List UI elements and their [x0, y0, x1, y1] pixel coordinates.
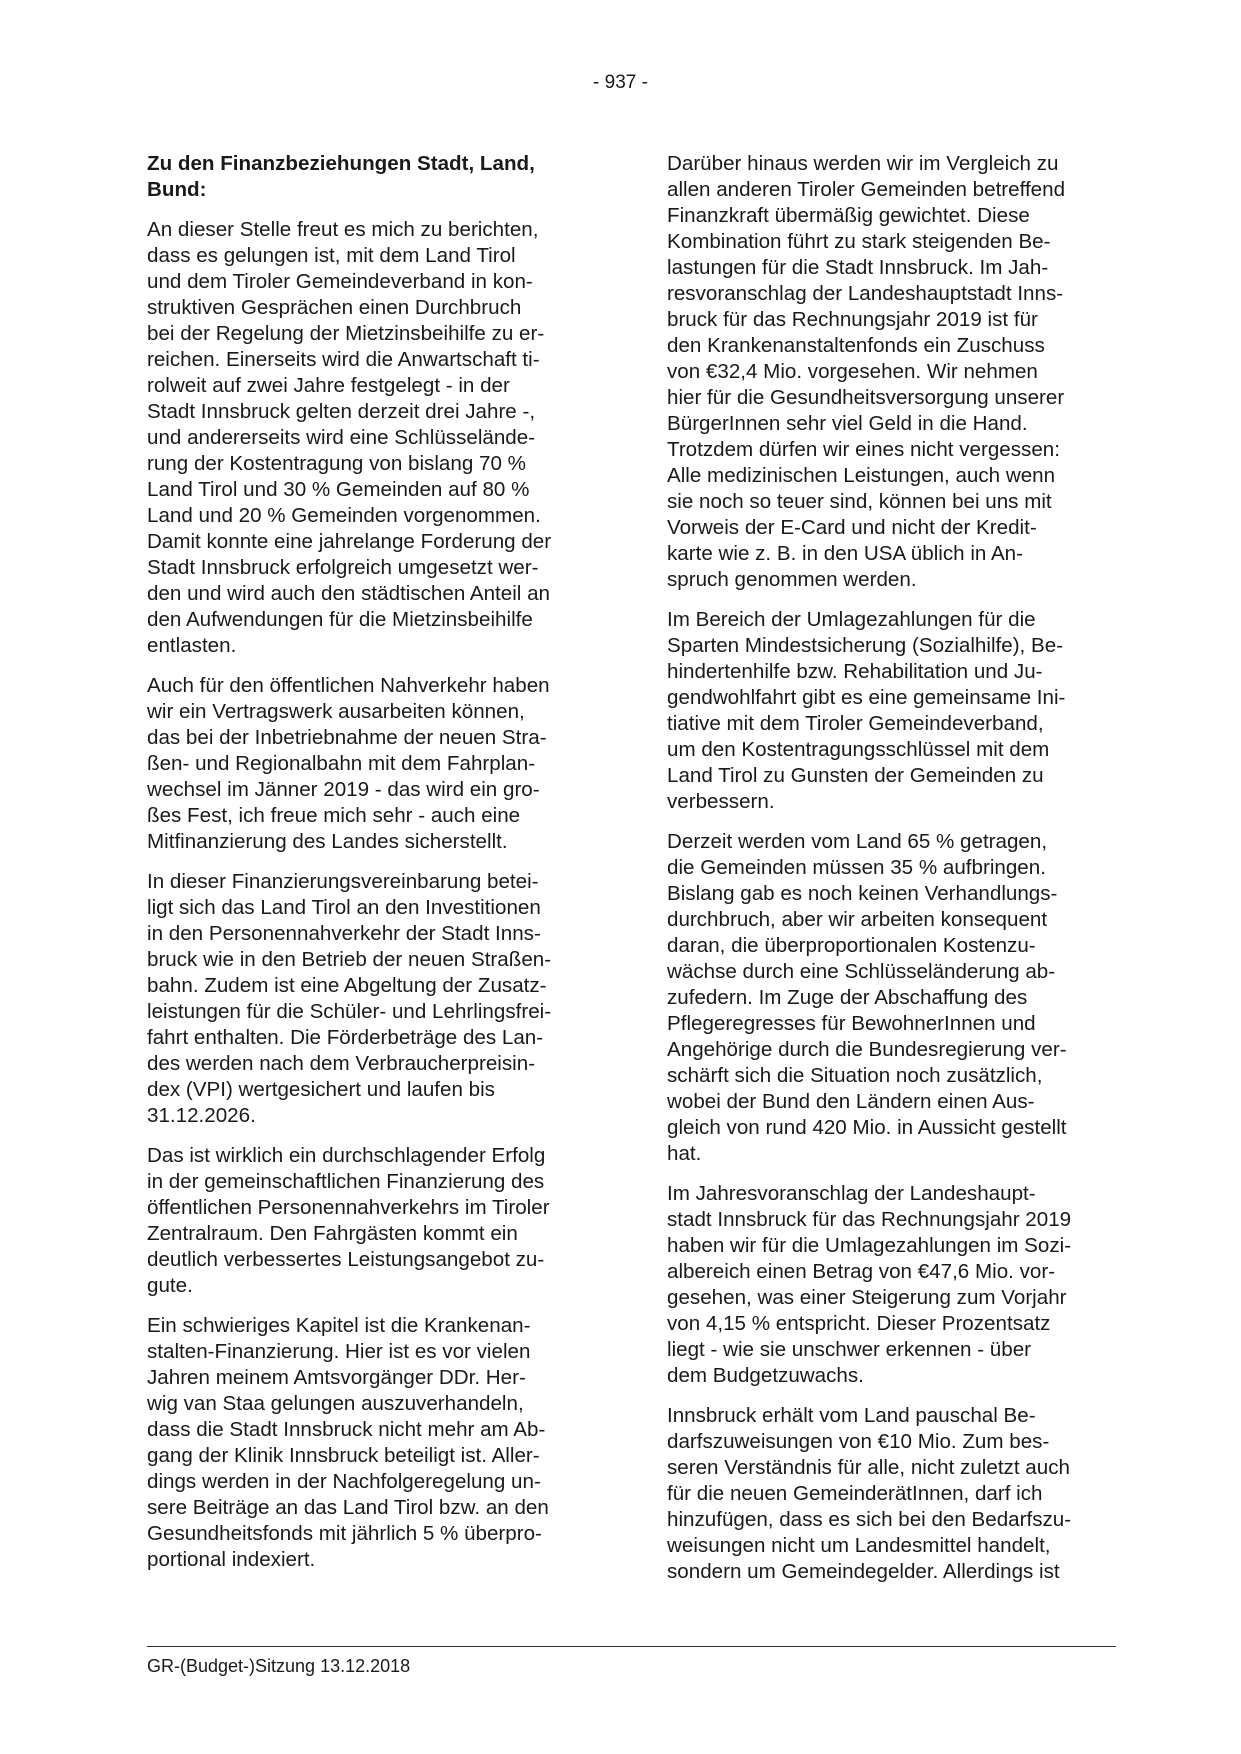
footer-session-label: GR-(Budget-)Sitzung 13.12.2018: [147, 1656, 411, 1676]
paragraph-bedarfszuweisungen: Innsbruck erhält vom Land pauschal Be- darfszuweisungen von €10 Mio. Zum bes- seren Verständnis für alle, nicht zuletzt auch für die neuen GemeinderätInnen, darf ich hinzufügen, dass es sich bei den Bedarfszu- weisungen nicht um Landesmittel handelt, sondern um Gemeindegelder. Allerdings ist: [667, 1404, 1072, 1583]
paragraph-umlagezahlungen: Im Bereich der Umlagezahlungen für die Sparten Mindestsicherung (Sozialhilfe), Be- hindertenhilfe bzw. Rehabilitation und Ju- gendwohlfahrt gibt es eine gemeinsame Ini- tiative mit dem Tiroler Gemeindeverband, um den Kostentragungsschlüssel mit dem Land Tirol zu Gunsten der Gemeinden zu verbessern.: [667, 608, 1066, 813]
paragraph-krankenanstalten: Ein schwieriges Kapitel ist die Krankenan- stalten-Finanzierung. Hier ist es vor vielen Jahren meinem Amtsvorgänger DDr. Her- wig van Staa gelungen auszuverhandeln, dass die Stadt Innsbruck nicht mehr am Ab- gang der Klinik Innsbruck beteiligt ist. Aller- dings werden in der Nachfolgeregelung un- sere Beiträge an das Land Tirol bzw. an den Gesundheitsfonds mit jährlich 5 % überpro- portional indexiert.: [147, 1314, 549, 1571]
footer-divider: [147, 1646, 1116, 1647]
paragraph-jahresvoranschlag: Im Jahresvoranschlag der Landeshaupt- stadt Innsbruck für das Rechnungsjahr 2019 haben wir für die Umlagezahlungen im Sozi- albereich einen Betrag von €47,6 Mio. vor- gesehen, was einer Steigerung zum Vorjahr von 4,15 % entspricht. Dieser Prozentsatz liegt - wie sie unschwer erkennen - über dem Budgetzuwachs.: [667, 1182, 1072, 1387]
paragraph-kostentragung: Derzeit werden vom Land 65 % getragen, die Gemeinden müssen 35 % aufbringen. Bislang gab es noch keinen Verhandlungs- durchbruch, aber wir arbeiten konsequent daran, die überproportionalen Kostenzu- wächse durch eine Schlüsseländerung ab- zufedern. Im Zuge der Abschaffung des Pflegeregresses für BewohnerInnen und Angehörige durch die Bundesregierung ver- schärft sich die Situation noch zusätzlich, wobei der Bund den Ländern einen Aus- gleich von rund 420 Mio. in Aussicht gestellt hat.: [667, 830, 1067, 1165]
paragraph-finanzierungsvereinbarung: In dieser Finanzierungsvereinbarung betei- ligt sich das Land Tirol an den Investitionen in den Personennahverkehr der Stadt Inns- bruck wie in den Betrieb der neuen Straßen- bahn. Zudem ist eine Abgeltung der Zusatz- leistungen für die Schüler- und Lehrlingsfrei- fahrt enthalten. Die Förderbeträge des Lan- des werden nach dem Verbraucherpreisin- dex (VPI) wertgesichert und laufen bis 31.12.2026.: [147, 870, 552, 1127]
paragraph-mietzinsbeihilfe: An dieser Stelle freut es mich zu berichten, dass es gelungen ist, mit dem Land Tirol und dem Tiroler Gemeindeverband in kon- struktiven Gesprächen einen Durchbruch bei der Regelung der Mietzinsbeihilfe zu er- reichen. Einerseits wird die Anwartschaft ti- rolweit auf zwei Jahre festgelegt - in der Stadt Innsbruck gelten derzeit drei Jahre -, und andererseits wird eine Schlüsselände- rung der Kostentragung von bislang 70 % Land Tirol und 30 % Gemeinden auf 80 % Land und 20 % Gemeinden vorgenommen. Damit konnte eine jahrelange Forderung der Stadt Innsbruck erfolgreich umgesetzt wer- den und wird auch den städtischen Anteil an den Aufwendungen für die Mietzinsbeihilfe entlasten.: [147, 218, 552, 657]
page-number: - 937 -: [593, 72, 648, 93]
left-column: [147, 151, 597, 1587]
right-column: [667, 151, 1117, 1599]
paragraph-erfolg: Das ist wirklich ein durchschlagender Erfolg in der gemeinschaftlichen Finanzierung des öffentlichen Personennahverkehrs im Tiroler Zentralraum. Den Fahrgästen kommt ein deutlich verbessertes Leistungsangebot zu- gute.: [147, 1144, 550, 1297]
paragraph-finanzkraft: Darüber hinaus werden wir im Vergleich zu allen anderen Tiroler Gemeinden betreffend Finanzkraft übermäßig gewichtet. Diese Kombination führt zu stark steigenden Be- lastungen für die Stadt Innsbruck. Im Jah- resvoranschlag der Landeshauptstadt Inns- bruck für das Rechnungsjahr 2019 ist für den Krankenanstaltenfonds ein Zuschuss von €32,4 Mio. vorgesehen. Wir nehmen hier für die Gesundheitsversorgung unserer BürgerInnen sehr viel Geld in die Hand. Trotzdem dürfen wir eines nicht vergessen: Alle medizinischen Leistungen, auch wenn sie noch so teuer sind, können bei uns mit Vorweis der E-Card und nicht der Kredit- karte wie z. B. in den USA üblich in An- spruch genommen werden.: [667, 152, 1066, 591]
paragraph-nahverkehr: Auch für den öffentlichen Nahverkehr haben wir ein Vertragswerk ausarbeiten können, das bei der Inbetriebnahme der neuen Stra- ßen- und Regionalbahn mit dem Fahrplan- wechsel im Jänner 2019 - das wird ein gro- ßes Fest, ich freue mich sehr - auch eine Mitfinanzierung des Landes sicherstellt.: [147, 674, 550, 853]
section-heading: Zu den Finanzbeziehungen Stadt, Land, Bund:: [147, 152, 535, 201]
